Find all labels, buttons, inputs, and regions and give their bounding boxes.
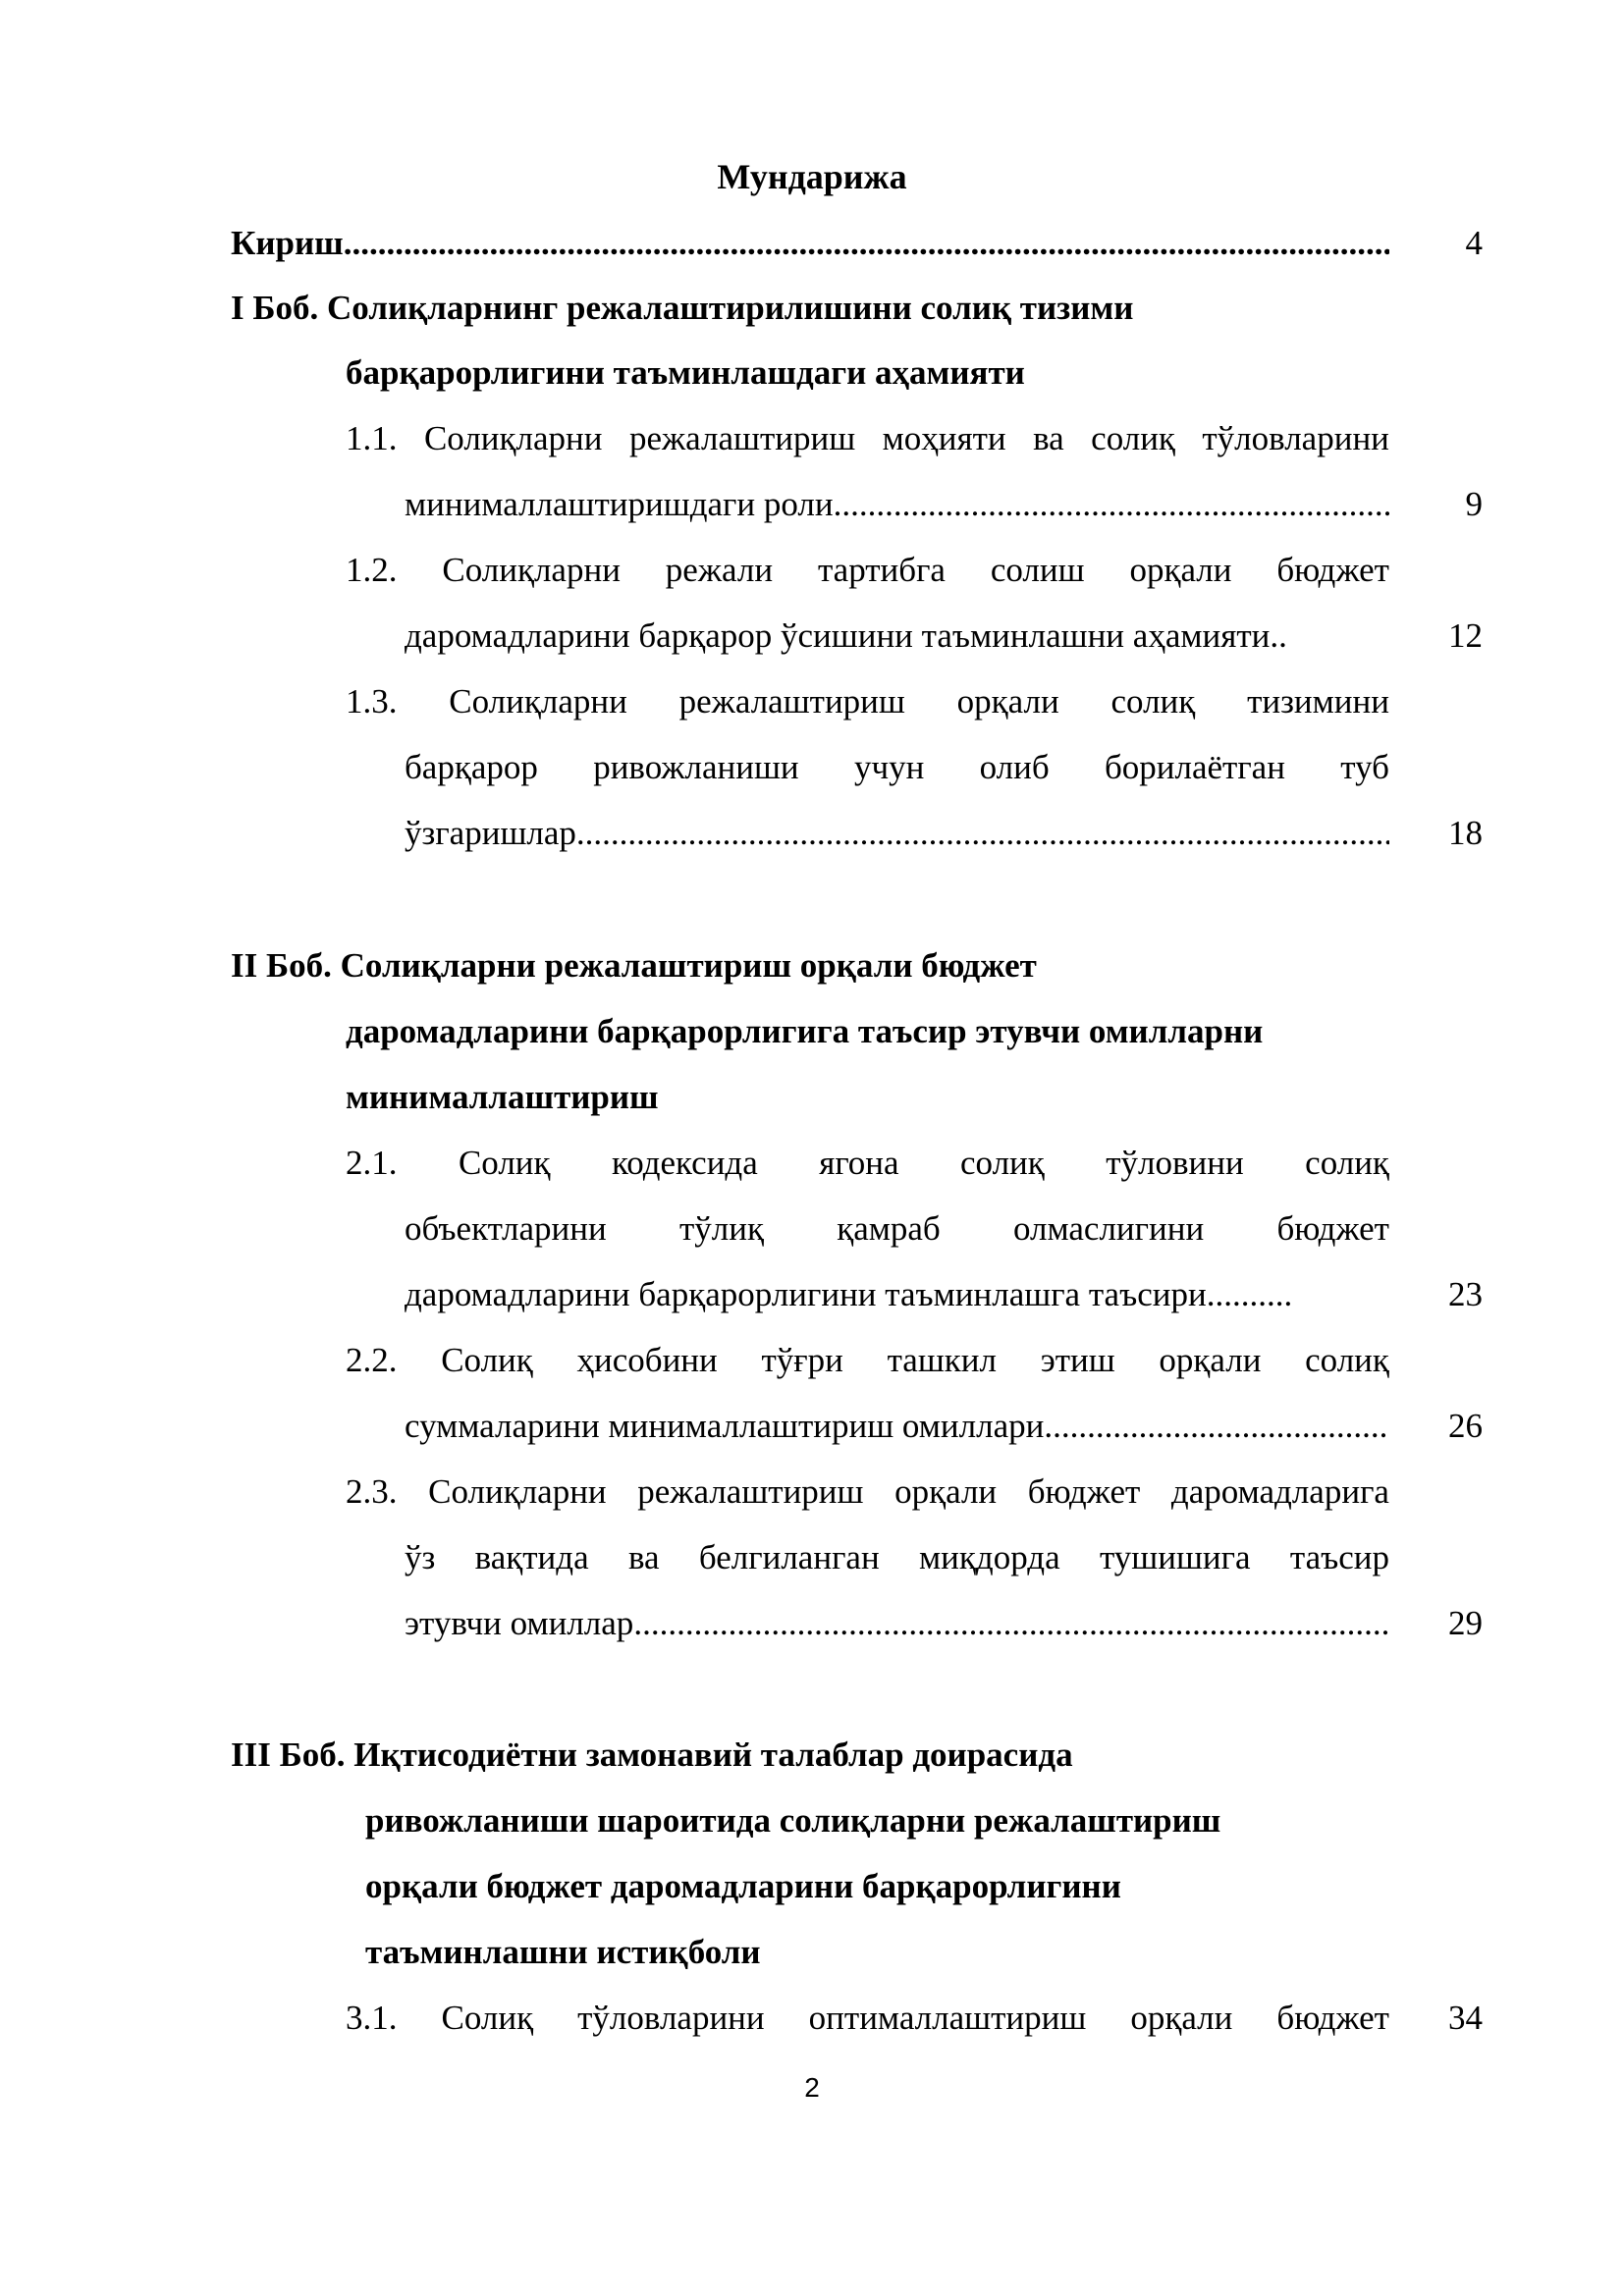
toc-entry-1-3-cont <box>405 746 1389 789</box>
toc-entry-1-2-page: 12 <box>1448 616 1483 655</box>
toc-word: режалаштириш <box>637 1472 864 1511</box>
toc-entry-2-2-page: 26 <box>1448 1407 1483 1445</box>
toc-word: бюджет <box>1027 1472 1141 1511</box>
toc-entry-intro <box>231 222 1389 265</box>
toc-entry-intro-page: 4 <box>1465 224 1483 262</box>
toc-word: олмаслигини <box>1012 1209 1205 1248</box>
toc-word: объектларини <box>405 1209 607 1248</box>
toc-word: солиқ <box>1305 1341 1389 1379</box>
toc-word: 3.1. <box>346 1999 398 2037</box>
toc-entry-2-1-page: 23 <box>1448 1275 1483 1313</box>
toc-word: борилаётган <box>1104 748 1285 786</box>
toc-word: режалаштириш <box>628 419 856 457</box>
toc-word: вақтида <box>474 1538 589 1576</box>
dot-leader <box>834 483 1389 526</box>
toc-entry-2-2 <box>346 1339 1389 1382</box>
toc-word: тўловини <box>1106 1144 1244 1182</box>
toc-word: тушишига <box>1099 1538 1251 1576</box>
toc-word: ҳисобини <box>576 1341 718 1379</box>
toc-word: 1.1. <box>346 419 398 457</box>
page-number: 2 <box>804 2072 820 2103</box>
toc-word: 2.1. <box>346 1144 398 1182</box>
chapter-2-heading: II Боб. Солиқларни режалаштириш орқали бюджет <box>231 946 1037 985</box>
toc-word: орқали <box>1129 551 1232 589</box>
toc-word: тўғри <box>761 1341 843 1379</box>
toc-word: орқали <box>956 682 1059 721</box>
toc-entry-2-3-cont2 <box>405 1602 1389 1645</box>
toc-entry-2-2-cont <box>405 1405 1389 1448</box>
chapter-1-heading-cont: барқарорлигини таъминлашдаги аҳамияти <box>346 353 1025 392</box>
chapter-1-heading: I Боб. Солиқларнинг режалаштирилишини солиқ тизими <box>231 289 1134 327</box>
toc-word: орқали <box>1159 1341 1262 1379</box>
toc-word: белгиланган <box>698 1538 880 1576</box>
chapter-2-heading-cont: даромадларини барқарорлигига таъсир этувчи омилларни <box>346 1012 1264 1050</box>
toc-entry-1-1 <box>346 417 1389 460</box>
toc-word: қамраб <box>837 1209 941 1248</box>
toc-word: этиш <box>1040 1341 1115 1379</box>
toc-entry-text: этувчи омиллар <box>405 1604 634 1642</box>
chapter-3-heading-cont2: орқали бюджет даромадларини барқарорлигини <box>365 1867 1121 1905</box>
toc-word: бюджет <box>1276 1999 1389 2037</box>
toc-entry-text: ўзгаришлар <box>405 814 576 852</box>
toc-entry-2-3-page: 29 <box>1448 1604 1483 1642</box>
toc-word: тартибга <box>817 551 946 589</box>
toc-word: орқали <box>894 1472 998 1511</box>
toc-word: 1.3. <box>346 682 398 721</box>
toc-word: миқдорда <box>919 1538 1060 1576</box>
toc-word: бюджет <box>1276 551 1389 589</box>
toc-word: Солиқларни <box>428 1472 607 1511</box>
toc-entry-2-1-cont <box>405 1207 1389 1251</box>
toc-word: барқарор <box>405 748 538 786</box>
toc-entry-1-3-cont2 <box>405 812 1389 855</box>
toc-entry-2-3 <box>346 1470 1389 1514</box>
toc-entry-3-1 <box>346 1997 1389 2040</box>
toc-word: бюджет <box>1276 1209 1389 1248</box>
toc-word: Солиқ <box>458 1144 551 1182</box>
chapter-2-heading-cont2: минималлаштириш <box>346 1078 659 1116</box>
toc-word: Солиқ <box>441 1999 534 2037</box>
chapter-3-heading-cont: ривожланиши шароитида солиқларни режалаштириш <box>365 1801 1221 1840</box>
toc-word: солиқ <box>1110 682 1196 721</box>
dot-leader <box>344 222 1389 265</box>
toc-word: кодексида <box>611 1144 758 1182</box>
toc-word: ўз <box>405 1538 436 1576</box>
toc-word: режалаштириш <box>678 682 905 721</box>
toc-entry-2-3-cont <box>405 1536 1389 1579</box>
toc-word: даромадларига <box>1170 1472 1389 1511</box>
toc-word: Солиқларни <box>423 419 603 457</box>
toc-word: олиб <box>979 748 1050 786</box>
toc-word: 2.3. <box>346 1472 398 1511</box>
toc-entry-text: минималлаштиришдаги роли <box>405 485 834 523</box>
toc-entry-1-1-cont <box>405 483 1389 526</box>
dot-leader <box>576 812 1389 855</box>
toc-word: оптималлаштириш <box>808 1999 1087 2037</box>
toc-word: ва <box>627 1538 660 1576</box>
toc-word: ривожланиши <box>593 748 799 786</box>
toc-word: солиқ <box>1305 1144 1389 1182</box>
toc-word: солиқ <box>1091 419 1175 457</box>
toc-word: Солиқларни <box>442 551 621 589</box>
chapter-3-heading-cont3: таъминлашни истиқболи <box>365 1933 761 1971</box>
toc-word: моҳияти <box>882 419 1006 457</box>
toc-word: таъсир <box>1289 1538 1389 1576</box>
dot-leader <box>1044 1405 1389 1448</box>
toc-word: Солиқ <box>441 1341 533 1379</box>
toc-entry-1-2-cont: даромадларини барқарор ўсишини таъминлашни аҳамияти.. <box>405 616 1287 655</box>
toc-word: ташкил <box>887 1341 997 1379</box>
toc-word: режали <box>665 551 774 589</box>
toc-word: орқали <box>1130 1999 1233 2037</box>
toc-word: тўловларини <box>577 1999 765 2037</box>
toc-word: тўловларини <box>1202 419 1389 457</box>
toc-entry-1-3 <box>346 680 1389 723</box>
toc-entry-1-2 <box>346 549 1389 592</box>
toc-word: 2.2. <box>346 1341 398 1379</box>
toc-entry-2-1 <box>346 1142 1389 1185</box>
toc-entry-3-1-page: 34 <box>1448 1999 1483 2037</box>
toc-word: ва <box>1033 419 1064 457</box>
toc-word: тизимини <box>1247 682 1389 721</box>
toc-word: ягона <box>819 1144 899 1182</box>
toc-word: тўлиқ <box>678 1209 764 1248</box>
toc-entry-1-3-page: 18 <box>1448 814 1483 852</box>
toc-word: солиш <box>990 551 1085 589</box>
toc-word: туб <box>1340 748 1389 786</box>
toc-entry-2-1-cont2: даромадларини барқарорлигини таъминлашга таъсири.......... <box>405 1275 1293 1313</box>
toc-entry-text: суммаларини минималлаштириш омиллари <box>405 1407 1045 1445</box>
toc-title: Мундарижа <box>717 157 907 196</box>
toc-word: солиқ <box>960 1144 1045 1182</box>
chapter-3-heading: III Боб. Иқтисодиётни замонавий талаблар доирасида <box>231 1735 1073 1774</box>
toc-word: учун <box>853 748 925 786</box>
dot-leader <box>633 1602 1389 1645</box>
toc-word: Солиқларни <box>449 682 627 721</box>
toc-entry-intro-label: Кириш <box>231 224 344 262</box>
toc-word: 1.2. <box>346 551 398 589</box>
toc-entry-1-1-page: 9 <box>1465 485 1483 523</box>
